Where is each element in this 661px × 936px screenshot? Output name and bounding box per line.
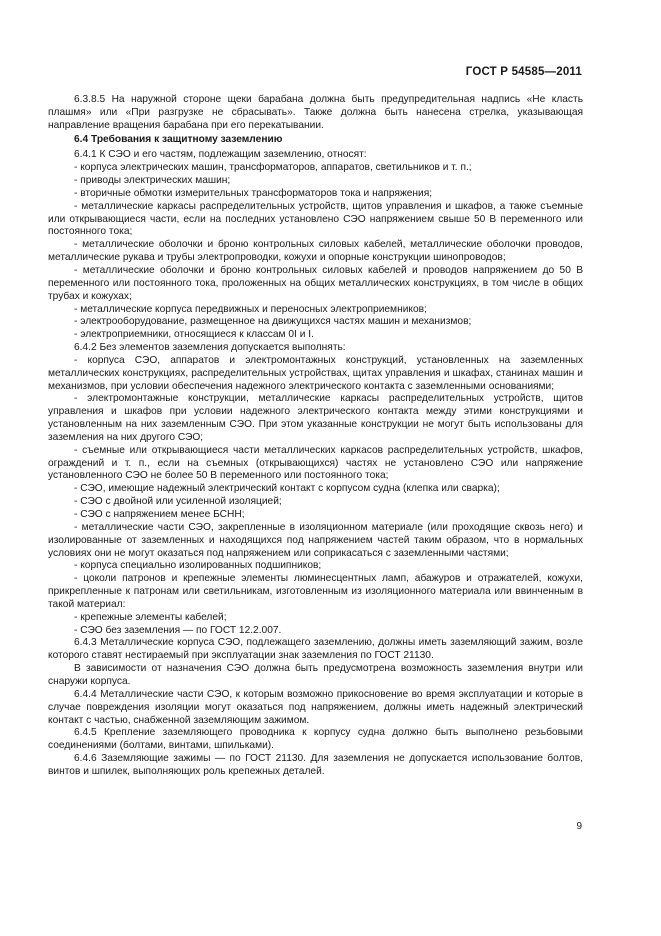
list-item: - СЭО с напряжением менее БСНН; — [74, 509, 245, 520]
list-item: - крепежные элементы кабелей; — [74, 611, 227, 623]
list-item: - электромонтажные конструкции, металлические каркасы распределительных устройств, щитов управления и шкафов при условии надежного электрического контакта между этими конструкциями и установленным на них заземленным СЭО. При этом указанные конструкции не могут быть использованы для заземления на них другого СЭО; — [48, 393, 583, 443]
clause-6-4-3: 6.4.3 Металлические корпуса СЭО, подлежащего заземлению, должны иметь заземляющий зажим, возле которого ставят нестираемый при эксплуатации знак заземления по ГОСТ 21130. — [48, 637, 583, 662]
list-item: - СЭО, имеющие надежный электрический контакт с корпусом судна (клепка или сварка); — [74, 483, 500, 495]
list-item: - корпуса электрических машин, трансформаторов, аппаратов, светильников и т. п.; — [74, 162, 472, 174]
page-number: 9 — [576, 821, 582, 832]
list-item: - электроприемники, относящиеся к классам 0I и I. — [74, 329, 314, 341]
list-item: - СЭО без заземления — по ГОСТ 12.2.007. — [74, 624, 282, 636]
list-item: - металлические каркасы распределительных устройств, щитов управления и шкафов, а также съемные или открывающиеся части, если на последних установлено СЭО напряжением свыше 50 В переменного или постоянного тока; — [48, 200, 583, 238]
list-item: - корпуса СЭО, аппаратов и электромонтажных конструкций, установленных на заземленных металлических конструкциях, распределительных устройствах, щитах управления и шкафах, станинах машин и механизмов, при условии обеспечения надежного электрического контакта с заземленными основаниями; — [48, 354, 583, 392]
clause-6-4-2: 6.4.2 Без элементов заземления допускается выполнять: — [74, 342, 346, 354]
clause-6-4-5: 6.4.5 Крепление заземляющего проводника к корпусу судна должно быть выполнено резьбовыми соединениями (болтами, винтами, шпильками). — [48, 727, 583, 752]
clause-6-4-6: 6.4.6 Заземляющие зажимы — по ГОСТ 21130. Для заземления не допускается использование болтов, винтов и шпилек, выполняющих роль крепежных деталей. — [48, 753, 583, 777]
list-item: - металлические оболочки и броню контрольных силовых кабелей, металлические оболочки проводов, металлические рукава и трубы электропроводки, кожухи и опорные конструкции шинопроводов; — [48, 239, 583, 264]
list-item: - съемные или открывающиеся части металлических каркасов распределительных устройств, шкафов, ограждений и т. п., если на съемных (открывающихся) частях не установлено СЭО или напряжение установленного СЭО не более 50 В переменного или постоянного тока; — [48, 444, 583, 482]
list-item: - корпуса специально изолированных подшипников; — [74, 560, 322, 572]
clause-6-3-8-5: 6.3.8.5 На наружной стороне щеки барабана должна быть предупредительная надпись «Не класть плашмя» или «При разгрузке не сбрасывать». Также должна быть нанесена стрелка, указывающая направление вращения барабана при его перекатывании. — [48, 94, 583, 131]
paragraph: В зависимости от назначения СЭО должна быть предусмотрена возможность заземления внутри или снаружи корпуса. — [48, 663, 583, 687]
clause-6-4-4: 6.4.4 Металлические части СЭО, к которым возможно прикосновение во время эксплуатации и которые в случае повреждения изоляции могут оказаться под напряжением, должны иметь надежный электрический контакт с частью, снабженной заземляющим зажимом. — [48, 688, 583, 726]
document-body — [48, 94, 583, 779]
section-heading-6-4: 6.4 Требования к защитному заземлению — [74, 133, 283, 145]
list-item: - металлические части СЭО, закрепленные в изоляционном материале (или проходящие сквозь него) и изолированные от заземленных и находящихся под напряжением частей таким образом, что в нормальных условиях они не могут оказаться под напряжением или соприкасаться с заземленными частями; — [48, 521, 583, 559]
list-item: - приводы электрических машин; — [74, 175, 231, 187]
list-item: - СЭО с двойной или усиленной изоляцией; — [74, 496, 282, 508]
list-item: - цоколи патронов и крепежные элементы люминесцентных ламп, абажуров и отражателей, кожухи, прикрепленные к патронам или светильникам, изготовленным из изоляционного материала или ввинченным в такой материал: — [48, 573, 583, 610]
list-item: - вторичные обмотки измерительных трансформаторов тока и напряжения; — [74, 187, 433, 199]
document-header: ГОСТ Р 54585—2011 — [465, 66, 582, 78]
clause-6-4-1: 6.4.1 К СЭО и его частям, подлежащим заземлению, относят: — [74, 149, 367, 161]
list-item: - металлические корпуса передвижных и переносных электроприемников; — [74, 303, 427, 315]
list-item: - металлические оболочки и броню контрольных силовых кабелей и проводов напряжением до 50 В переменного или постоянного тока, проложенных на общих металлических конструкциях, в том числе в общих трубах и кожухах; — [48, 264, 583, 302]
list-item: - электрооборудование, размещенное на движущихся частях машин и механизмов; — [74, 316, 472, 328]
